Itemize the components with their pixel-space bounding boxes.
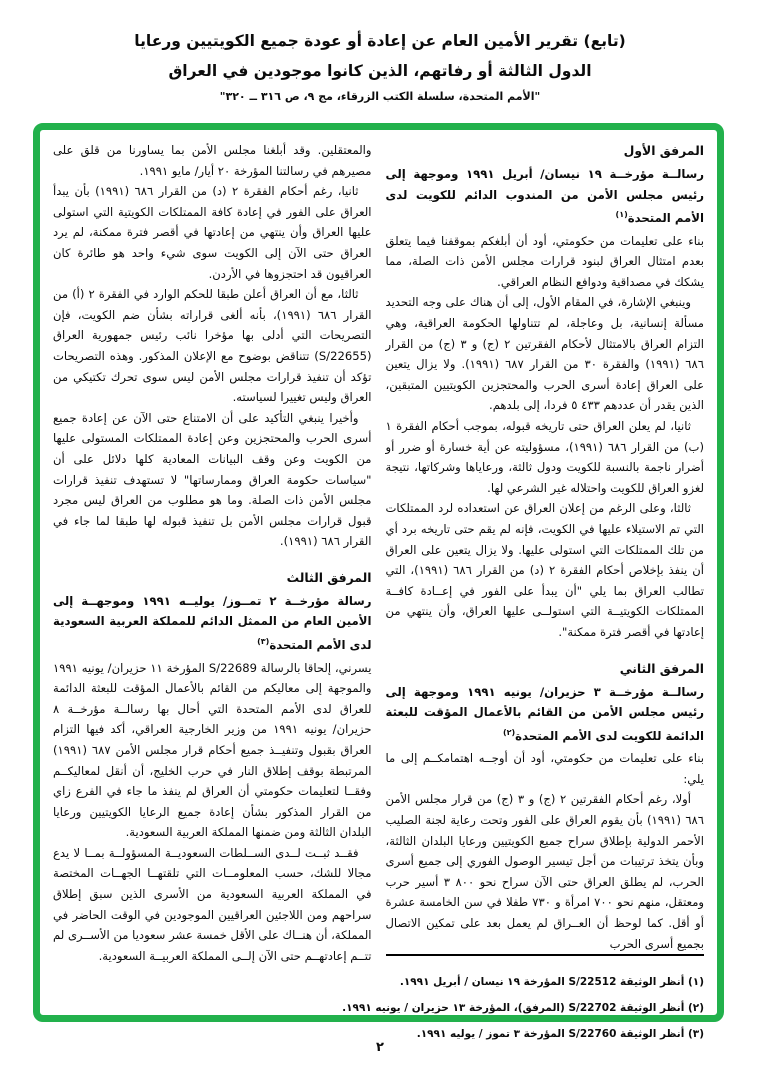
- annex2-paragraph: بناء على تعليمات من حكومتي، أود أن أوجــه اهتمامكــم إلى ما يلي:: [385, 751, 704, 786]
- annex3-title: المرفق الثالث: [286, 569, 372, 585]
- content-frame: [33, 123, 724, 1041]
- annex1-footnote-ref: (١): [615, 210, 628, 220]
- annex2-continuation-paragraph: ثالثا، مع أن العراق أعلن طبقا للحكم الوارد في الفقرة ٢ (أ) من القرار ٦٨٦ (١٩٩١)، بأنه ألغى قراراته بشأن ضم الكويت، فإن التصريحات التي أدلى بها مؤخرا نائب رئيس جمهورية العراق (S/22655) تتناقض بوضوح مع الإعلان المذكور. وهذه التصريحات تؤكد أن تنفيذ قرارات مجلس الأمن ليس سوى تحرك تكتيكي من العراق وليس تغييرا لسياسته.: [53, 287, 372, 405]
- annex2-continuation-paragraph: وأخيرا ينبغي التأكيد على أن الامتناع حتى الآن عن إعادة جميع أسرى الحرب والمحتجزين وعن إعادة الممتلكات المستولى عليها من الكويت وعن وقف البيانات المعادية كلها دلائل على أن "سياسات حكومة العراق وممارساتها" لا تستهدف تنفيذ قرارات مجلس الأمن ذات الصلة. وما هو مطلوب من العراق ليس مجرد قبول قرارات مجلس الأمن بل تنفيذ قبوله لها طبقا لما جاء في القرار ٦٨٦ (١٩٩١).: [53, 410, 372, 549]
- footnote-item: (٣) أنظر الوثيقة S/22760 المؤرخة ٣ تموز / يوليه ١٩٩١.: [416, 1028, 704, 1041]
- footnotes-block: [342, 954, 705, 1047]
- annex2-paragraph: أولا، رغم أحكام الفقرتين ٢ (ج) و ٣ (ج) من قرار مجلس الأمن ٦٨٦ (١٩٩١) بأن يقوم العراق على الفور وتحت رعاية لجنة الصليب الأحمر الدولية بإطلاق سراح جميع الكويتيين ورعايا البلدان الثالثة، وبأن يتخذ ترتيبات من أجل تيسير الوصول الفوري إلى جميع أسرى الحرب، لم يطلق العراق حتى الآن سراح نحو ٨٠٠ ٣ أسير حرب ومعتقل، منهم نحو ٧٠٠ امرأة و ٧٣٠ طفلا في سن الخامسة عشرة أو أقل. كما لوحظ أن العــراق لم يعمل بعد على تمكين الاتصال بجميع أسرى الحرب: [385, 792, 705, 951]
- annex2-subtitle-text: رسالــة مؤرخــة ٣ حزيران/ يونيه ١٩٩١ وموجهة إلى رئيس مجلس الأمن من القائم بالأعمال المؤقت للبعثة الدائمة للكويت لدى الأمم المتحدة: [385, 684, 704, 743]
- annex1-subtitle-text: رسالــة مؤرخــة ١٩ نيسان/ أبريل ١٩٩١ وموجهة إلى رئيس مجلس الأمن من المندوب الدائم للكويت لدى الأمم المتحدة: [385, 167, 704, 226]
- page-number: ٢: [376, 1040, 384, 1055]
- annex1-subtitle: [386, 164, 705, 229]
- two-column-layout: [40, 130, 717, 1041]
- footnote-item: (٢) أنظر الوثيقة S/22702 (المرفق)، المؤرخة ١٣ حزيران / يونيه ١٩٩١.: [342, 1002, 704, 1015]
- annex3-footnote-ref: (٣): [257, 637, 270, 647]
- annex3-paragraph: يسرني، إلحاقا بالرسالة S/22689 المؤرخة ١١ حزيران/ يونيه ١٩٩١ والموجهة إلى معاليكم من القائم بالأعمال المؤقت للبعثة الدائمة للعراق لدى الأمم المتحدة التي أحال بها رسالــة مؤرخــة ٨ حزيران/ يونيه ١٩٩١ من وزير الخارجية العراقي، أكد فيها التزام العراق بقبول وتنفيــذ جميع أحكام قرار مجلس الأمن ٦٨٧ (١٩٩١) المرتبطة بوقف إطلاق النار في حرب الخليج، أن أنقل لمعاليكــم وفقــا لتعليمات حكومتي أن العراق لم ينفذ ما جاء في الفرع زاي من القرار المذكور بشأن إعادة جميع الرعايا الكويتيين ورعايا البلدان الثالثة ومن ضمنها المملكة العربية السعودية.: [53, 660, 372, 840]
- header-title-line-2: الدول الثالثة أو رفاتهم، الذين كانوا موجودين في العراق: [168, 62, 592, 80]
- column-right: [342, 140, 705, 1041]
- annex2-continuation-paragraph: والمعتقلين. وقد أبلغنا مجلس الأمن بما يساورنا من قلق على مصيرهم في رسالتنا المؤرخة ٢٠ أيار/ مايو ١٩٩١.: [53, 143, 372, 178]
- annex1-title: المرفق الأول: [623, 143, 704, 158]
- annex2-footnote-ref: (٢): [502, 727, 516, 737]
- annex2-title: المرفق الثاني: [619, 660, 704, 676]
- document-header: [0, 26, 760, 106]
- footnote-divider: [386, 954, 705, 956]
- column-left: [53, 140, 372, 1003]
- annex3-paragraph: فقــد ثبــت لــدى الســلطات السعوديــة المسؤولــة بمــا لا يدع مجالا للشك، حسب المعلومــات التي تلقتهــا الجهــات المختصة في المملكة العربية السعودية من الأسرى الذين سبق إطلاق سراحهم ومن اللاجئين العراقيين الموجودين في الوقت الحاضر في المملكة، أن هنــاك على الأقل خمسة عشر سعوديا من الأســرى لم تتــم إعادتهــم حتى الآن إلــى المملكة العربيــة السعودية.: [53, 845, 372, 963]
- header-title-line-1: (تابع) تقرير الأمين العام عن إعادة أو عودة جميع الكويتيين ورعايا: [134, 32, 626, 50]
- annex2-continuation-paragraph: ثانيا، رغم أحكام الفقرة ٢ (د) من القرار ٦٨٦ (١٩٩١) بأن يبدأ العراق على الفور في إعادة كافة الممتلكات الكويتية التي استولى عليها العراق وأن ينتهي من إعادتها في أقصر فترة ممكنة، لم يرد العراق حتى الآن إلى الكويت سوى شيء واحد هو طائرة كان العراقيون قد احتجزوها في الأردن.: [53, 184, 372, 281]
- annex3-subtitle-text: رسالة مؤرخــة ٢ تمــوز/ يوليــه ١٩٩١ وموجهــة إلى الأمين العام من الممثل الدائم للمملكة العربية السعودية لدى الأمم المتحدة: [53, 593, 372, 652]
- annex2-subtitle: [386, 682, 705, 747]
- header-source-citation: "الأمم المتحدة، سلسلة الكتب الزرقاء، مج ٩، ص ٣١٦ ــ ٣٢٠": [219, 90, 541, 103]
- annex1-paragraph: بناء على تعليمات من حكومتي، أود أن أبلغكم بموقفنا فيما يتعلق بعدم امتثال العراق لبنود قرارات مجلس الأمن ذات الصلة، مما يشكك في مصداقية ودوافع النظام العراقي.: [385, 233, 704, 289]
- footnote-item: (١) أنظر الوثيقة S/22512 المؤرخة ١٩ نيسان / أبريل ١٩٩١.: [399, 976, 704, 989]
- annex1-paragraph: ثانيا، لم يعلن العراق حتى تاريخه قبوله، بموجب أحكام الفقرة ١ (ب) من القرار ٦٨٦ (١٩٩١)، مسؤوليته عن أية خسارة أو ضرر أو أضرار ناجمة بالنسبة للكويت ودول ثالثة، ورعاياها وشركاتها، نتيجة لغزو العراق للكويت واحتلاله غير الشرعي لها.: [385, 419, 704, 495]
- annex1-paragraph: ثالثا، وعلى الرغم من إعلان العراق عن استعداده لرد الممتلكات التي تم الاستيلاء عليها في الكويت، فإنه لم يقم حتى تاريخه برد أي من تلك الممتلكات التي استولى عليها. ولا يزال يتعين على العراق أن ينفذ بإخلاص أحكام الفقرة ٢ (د) من القرار ٦٨٦ (١٩٩١)، التي تطالب العراق بما يلي "أن يبدأ على الفور في إعــادة كافــة الممتلكات الكويتيــة التي استولــى عليها العراق، وأن ينتهي من إعادتها في أقصر فترة ممكنة".: [385, 501, 704, 639]
- annex1-paragraph: وينبغي الإشارة، في المقام الأول، إلى أن هناك على وجه التحديد مسألة إنسانية، بل وعاجلة، لم تتناولها الحكومة العراقية، وهي التزام العراق بالامتثال لأحكام الفقرتين ٢ (ج) و ٣ (ج) من القرار ٦٨٦ (١٩٩١) والفقرة ٣٠ من القرار ٦٨٧ (١٩٩١). ولا يزال يتعين على العراق إعادة أسرى الحرب والمحتجزين الكويتيين المتبقين، الذين يقدر أن عددهم ٤٣٣ ٥ فردا، إلى بلدهم.: [385, 295, 704, 413]
- annex3-subtitle: [53, 591, 372, 656]
